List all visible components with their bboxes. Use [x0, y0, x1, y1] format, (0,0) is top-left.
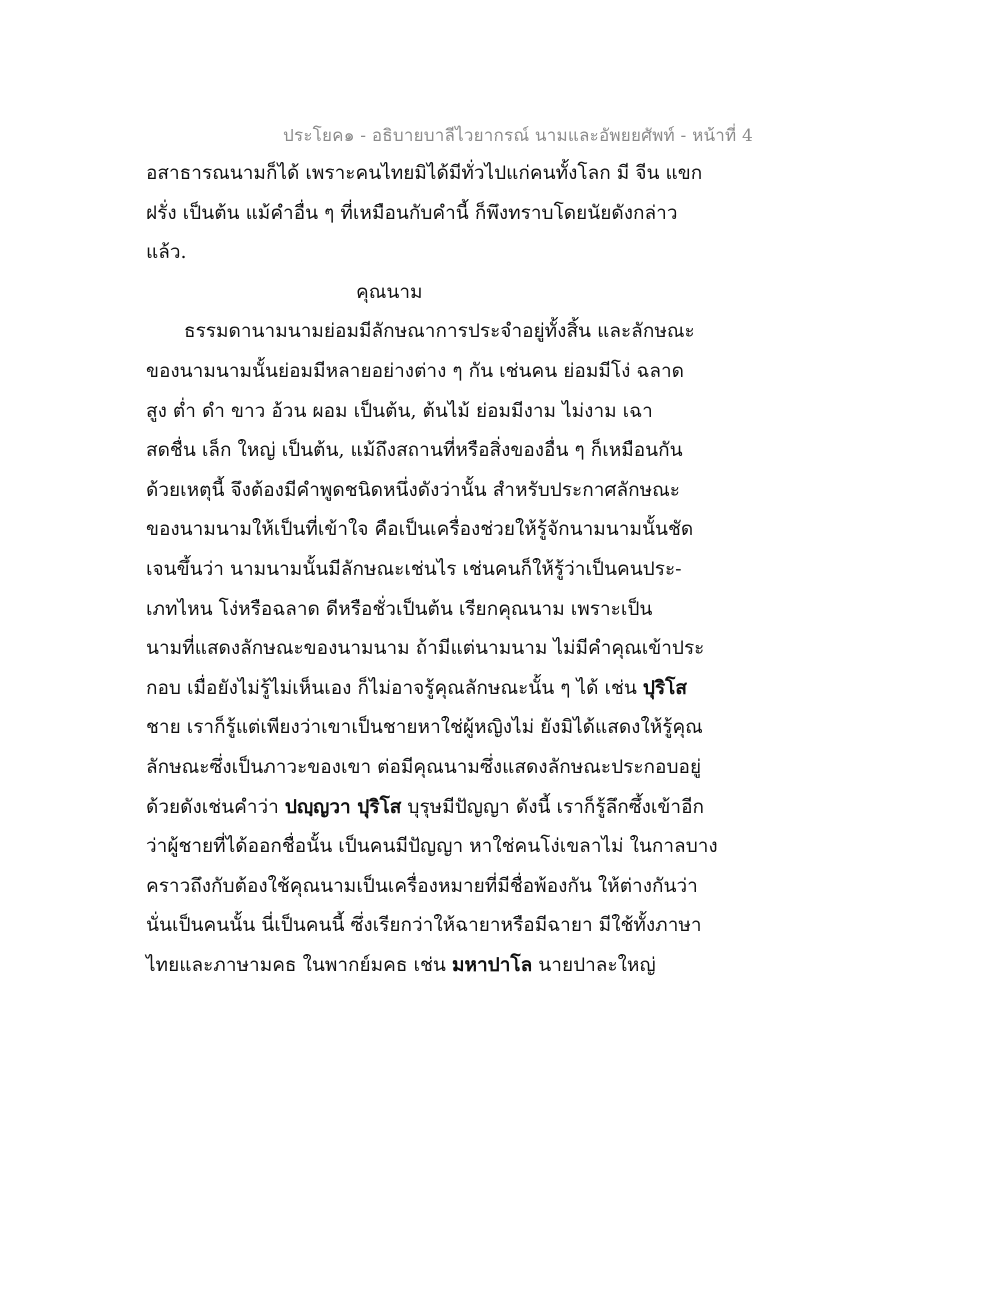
text-line: ของนามนามนั้นย่อมมีหลายอย่างต่าง ๆ กัน เช่นคน ย่อมมีโง่ ฉลาด	[146, 359, 684, 382]
text-line	[146, 792, 726, 832]
text-segment: ไทยและภาษามคธ ในพากย์มคธ เช่น	[146, 953, 452, 976]
text-line: ธรรมดานามนามย่อมมีลักษณาการประจำอยู่ทั้งสิ้น และลักษณะ	[184, 320, 695, 343]
text-segment: บุรุษมีปัญญา ดังนี้ เราก็รู้ลึกซึ้งเข้าอีก	[401, 795, 704, 818]
text-line: ของนามนามให้เป็นที่เข้าใจ คือเป็นเครื่องช่วยให้รู้จักนามนามนั้นชัด	[146, 518, 694, 541]
text-line: แล้ว.	[146, 241, 187, 264]
running-header: ประโยค๑ - อธิบายบาลีไวยากรณ์ นามและอัพยยศัพท์ - หน้าที่ 4	[283, 126, 754, 146]
text-line: อสาธารณนามก็ได้ เพราะคนไทยมิได้มีทั่วไปแก่คนทั้งโลก มี จีน แขก	[146, 162, 703, 184]
text-segment: นายปาละใหญ่	[532, 953, 656, 976]
text-line: ลักษณะซึ่งเป็นภาวะของเขา ต่อมีคุณนามซึ่งแสดงลักษณะประกอบอยู่	[146, 755, 702, 778]
body-text	[146, 158, 726, 989]
text-line: นั่นเป็นคนนั้น นี่เป็นคนนี้ ซึ่งเรียกว่าให้ฉายาหรือมีฉายา มีใช้ทั้งภาษา	[146, 914, 702, 937]
text-line	[146, 950, 726, 990]
pali-term: มหาปาโล	[451, 953, 533, 976]
pali-term: ปญฺญวา ปุริโส	[284, 795, 402, 818]
text-line: ด้วยเหตุนี้ จึงต้องมีคำพูดชนิดหนึ่งดังว่านั้น สำหรับประกาศลักษณะ	[146, 478, 680, 501]
text-line: นามที่แสดงลักษณะของนามนาม ถ้ามีแต่นามนาม ไม่มีคำคุณเข้าประ	[146, 637, 705, 660]
text-line: คราวถึงกับต้องใช้คุณนามเป็นเครื่องหมายที่มีชื่อพ้องกัน ให้ต่างกันว่า	[146, 874, 698, 897]
text-line: สูง ต่ำ ดำ ขาว อ้วน ผอม เป็นต้น, ต้นไม้ ย่อมมีงาม ไม่งาม เฉา	[146, 399, 653, 422]
text-line: ฝรั่ง เป็นต้น แม้คำอื่น ๆ ที่เหมือนกับคำนี้ ก็พึงทราบโดยนัยดังกล่าว	[146, 201, 678, 224]
text-line: เภทไหน โง่หรือฉลาด ดีหรือชั่วเป็นต้น เรียกคุณนาม เพราะเป็น	[146, 597, 653, 620]
text-line: ชาย เราก็รู้แต่เพียงว่าเขาเป็นชายหาใช่ผู้หญิงไม่ ยังมิได้แสดงให้รู้คุณ	[146, 716, 703, 739]
text-line: เจนขึ้นว่า นามนามนั้นมีลักษณะเช่นไร เช่นคนก็ให้รู้ว่าเป็นคนประ-	[146, 557, 682, 580]
text-line: ว่าผู้ชายที่ได้ออกชื่อนั้น เป็นคนมีปัญญา หาใช่คนโง่เขลาไม่ ในกาลบาง	[146, 835, 718, 858]
section-heading: คุณนาม	[356, 280, 423, 303]
text-segment: กอบ เมื่อยังไม่รู้ไม่เห็นเอง ก็ไม่อาจรู้คุณลักษณะนั้น ๆ ได้ เช่น	[146, 676, 643, 699]
pali-term: ปุริโส	[642, 676, 687, 699]
text-line	[146, 673, 726, 713]
text-segment: ด้วยดังเช่นคำว่า	[146, 795, 285, 818]
text-line: สดชื่น เล็ก ใหญ่ เป็นต้น, แม้ถึงสถานที่หรือสิ่งของอื่น ๆ ก็เหมือนกัน	[146, 439, 683, 462]
